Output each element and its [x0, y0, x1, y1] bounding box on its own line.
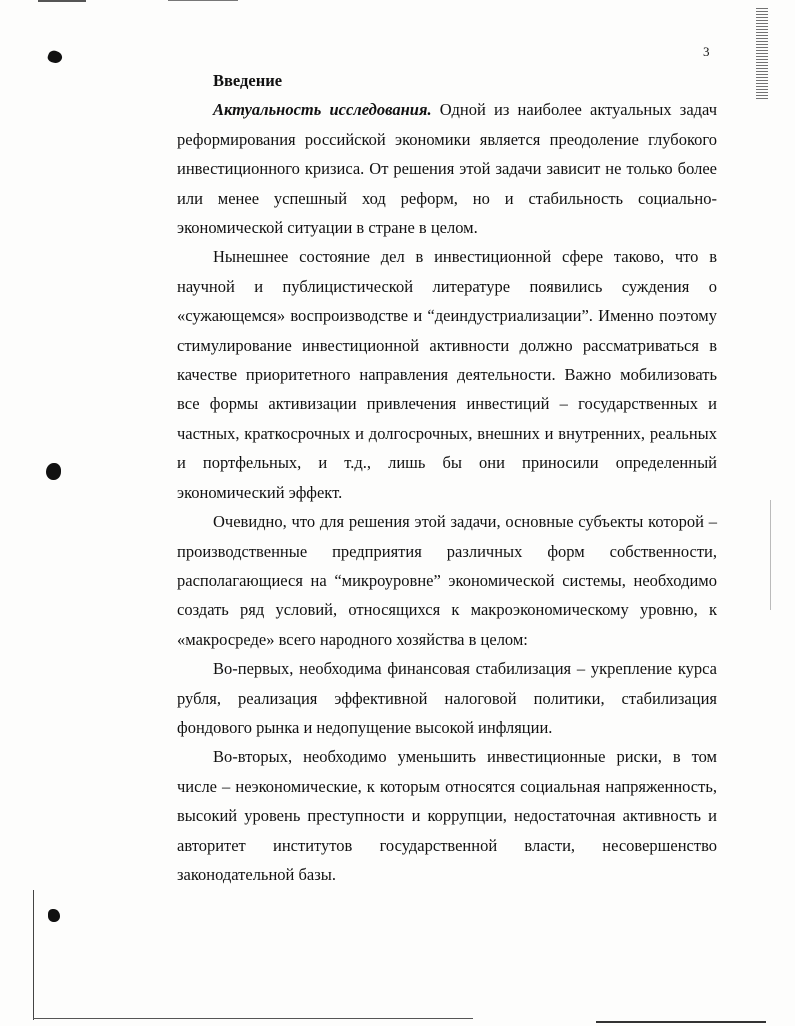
- scan-artifact-bottom: [33, 1018, 473, 1019]
- scan-artifact-right: [770, 500, 771, 610]
- section-heading: Введение: [213, 71, 283, 90]
- barcode-stamp: [756, 8, 768, 100]
- scan-artifact-bottom-right: [596, 1021, 766, 1023]
- paragraph: Очевидно, что для решения этой задачи, основные субъекты которой – производственные предприятия различных форм собственности, располагающиеся на “микроуровне” экономической системы, необходимо создать ряд условий, относящихся к макроэкономическому уровню, к «макросреде» всего народного хозяйства в целом:: [177, 512, 717, 649]
- paragraph: Во-вторых, необходимо уменьшить инвестиционные риски, в том числе – неэкономические, к которым относятся социальная напряженность, высокий уровень преступности и коррупции, недостаточная активность и авторитет институтов государственной власти, несовершенство законодательной базы.: [177, 747, 717, 884]
- paragraph: [177, 95, 717, 242]
- paragraph: Во-первых, необходима финансовая стабилизация – укрепление курса рубля, реализация эффективной налоговой политики, стабилизация фондового рынка и недопущение высокой инфляции.: [177, 659, 717, 737]
- punch-hole-mark: [46, 49, 63, 65]
- punch-hole-mark: [48, 909, 60, 922]
- paragraph: Нынешнее состояние дел в инвестиционной сфере таково, что в научной и публицистической литературе появились суждения о «сужающемся» воспроизводстве и “деиндустриализации”. Именно поэтому стимулирование инвестиционной активности должно рассматриваться в качестве приоритетного направления деятельности. Важно мобилизовать все формы активизации привлечения инвестиций – государственных и частных, краткосрочных и долгосрочных, внешних и внутренних, реальных и портфельных, и т.д., лишь бы они приносили определенный экономический эффект.: [177, 247, 717, 502]
- punch-hole-mark: [46, 463, 61, 480]
- paragraph-lead: Актуальность исследования.: [213, 100, 432, 120]
- scan-artifact-top-mid: [168, 0, 238, 1]
- scan-artifact-left: [33, 890, 34, 1020]
- paragraph-text: Одной из наиболее актуальных задач реформирования российской экономики является преодоление глубокого инвестиционного кризиса. От решения этой задачи зависит не только более или менее успешный ход реформ, но и стабильность социально-экономической ситуации в стране в целом.: [177, 100, 718, 238]
- document-body: [177, 66, 717, 889]
- scan-artifact-top-left: [38, 0, 86, 2]
- page-number: 3: [703, 44, 710, 59]
